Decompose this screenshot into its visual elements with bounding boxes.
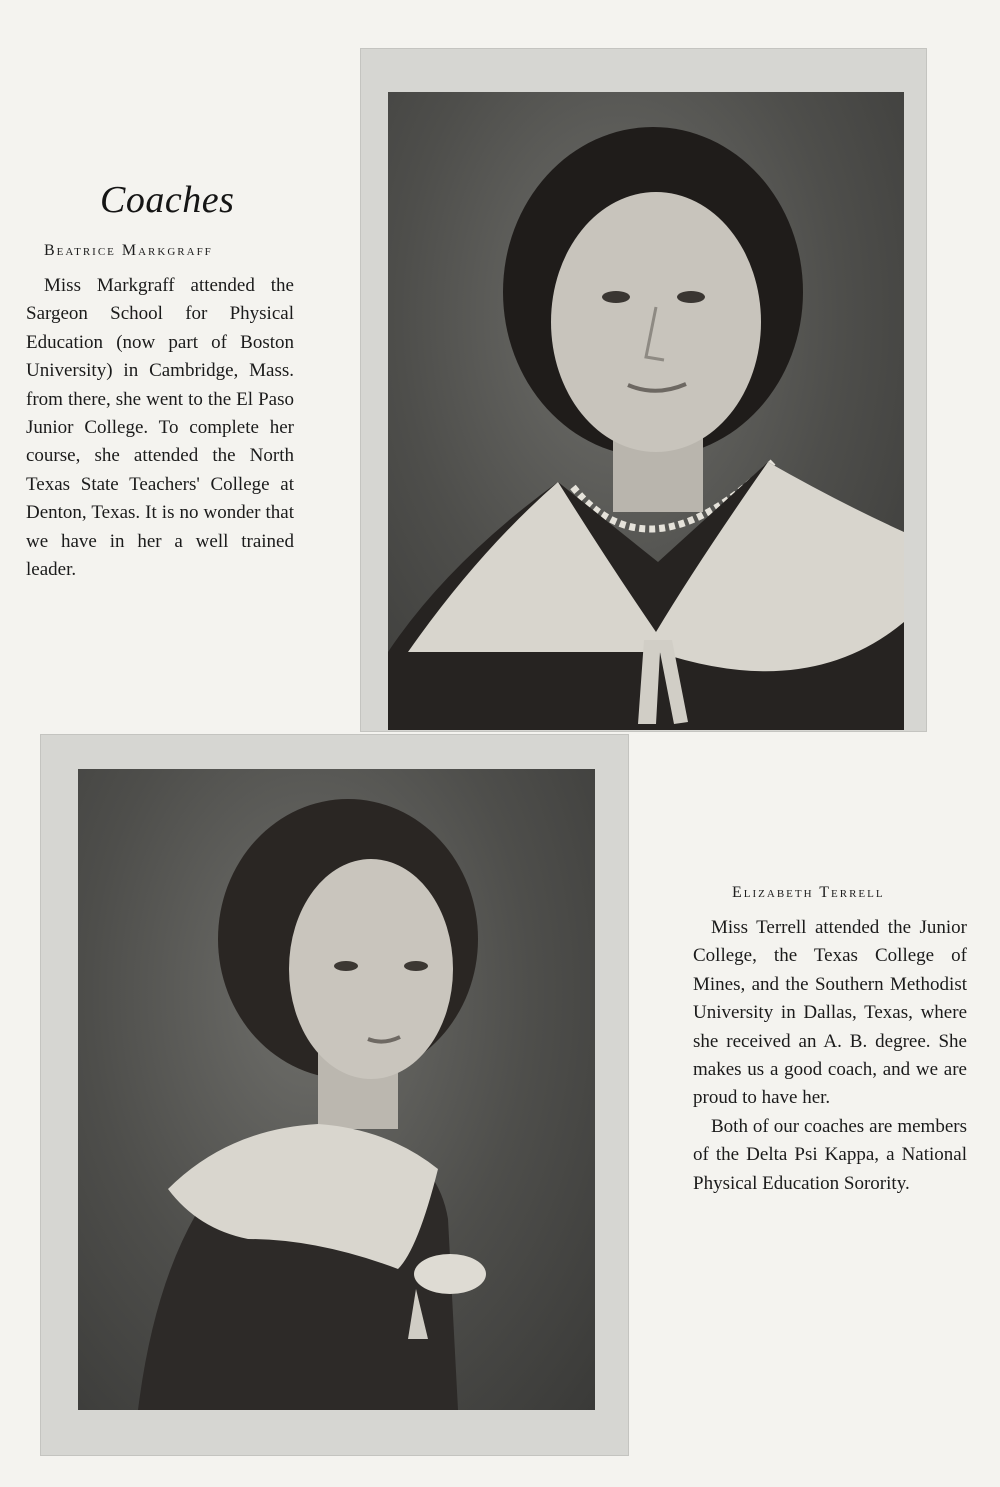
- bio-paragraph: Both of our coaches are members of the Delta Psi Kappa, a National Physical Education Sorority.: [693, 1115, 967, 1194]
- coach-bio-beatrice-markgraff: [26, 272, 294, 584]
- coach-bio-elizabeth-terrell: [693, 914, 967, 1198]
- coach-name-elizabeth-terrell: Elizabeth Terrell: [732, 884, 885, 901]
- portrait-elizabeth-terrell: [78, 769, 595, 1410]
- page-heading: Coaches: [100, 179, 235, 221]
- portrait-beatrice-markgraff: [388, 92, 904, 730]
- bio-paragraph: Miss Terrell attended the Junior College, the Texas College of Mines, and the Southern Methodist University in Dallas, Texas, where she received an A. B. degree. She makes us a good coach, and we are proud to have her.: [693, 917, 967, 1109]
- coach-name-beatrice-markgraff: Beatrice Markgraff: [44, 242, 213, 259]
- bio-paragraph: Miss Markgraff attended the Sargeon School for Physical Education (now part of Boston University) in Cambridge, Mass. from there, she went to the El Paso Junior College. To complete her course, she attended the North Texas State Teachers' College at Denton, Texas. It is no wonder that we have in her a well trained leader.: [26, 275, 294, 581]
